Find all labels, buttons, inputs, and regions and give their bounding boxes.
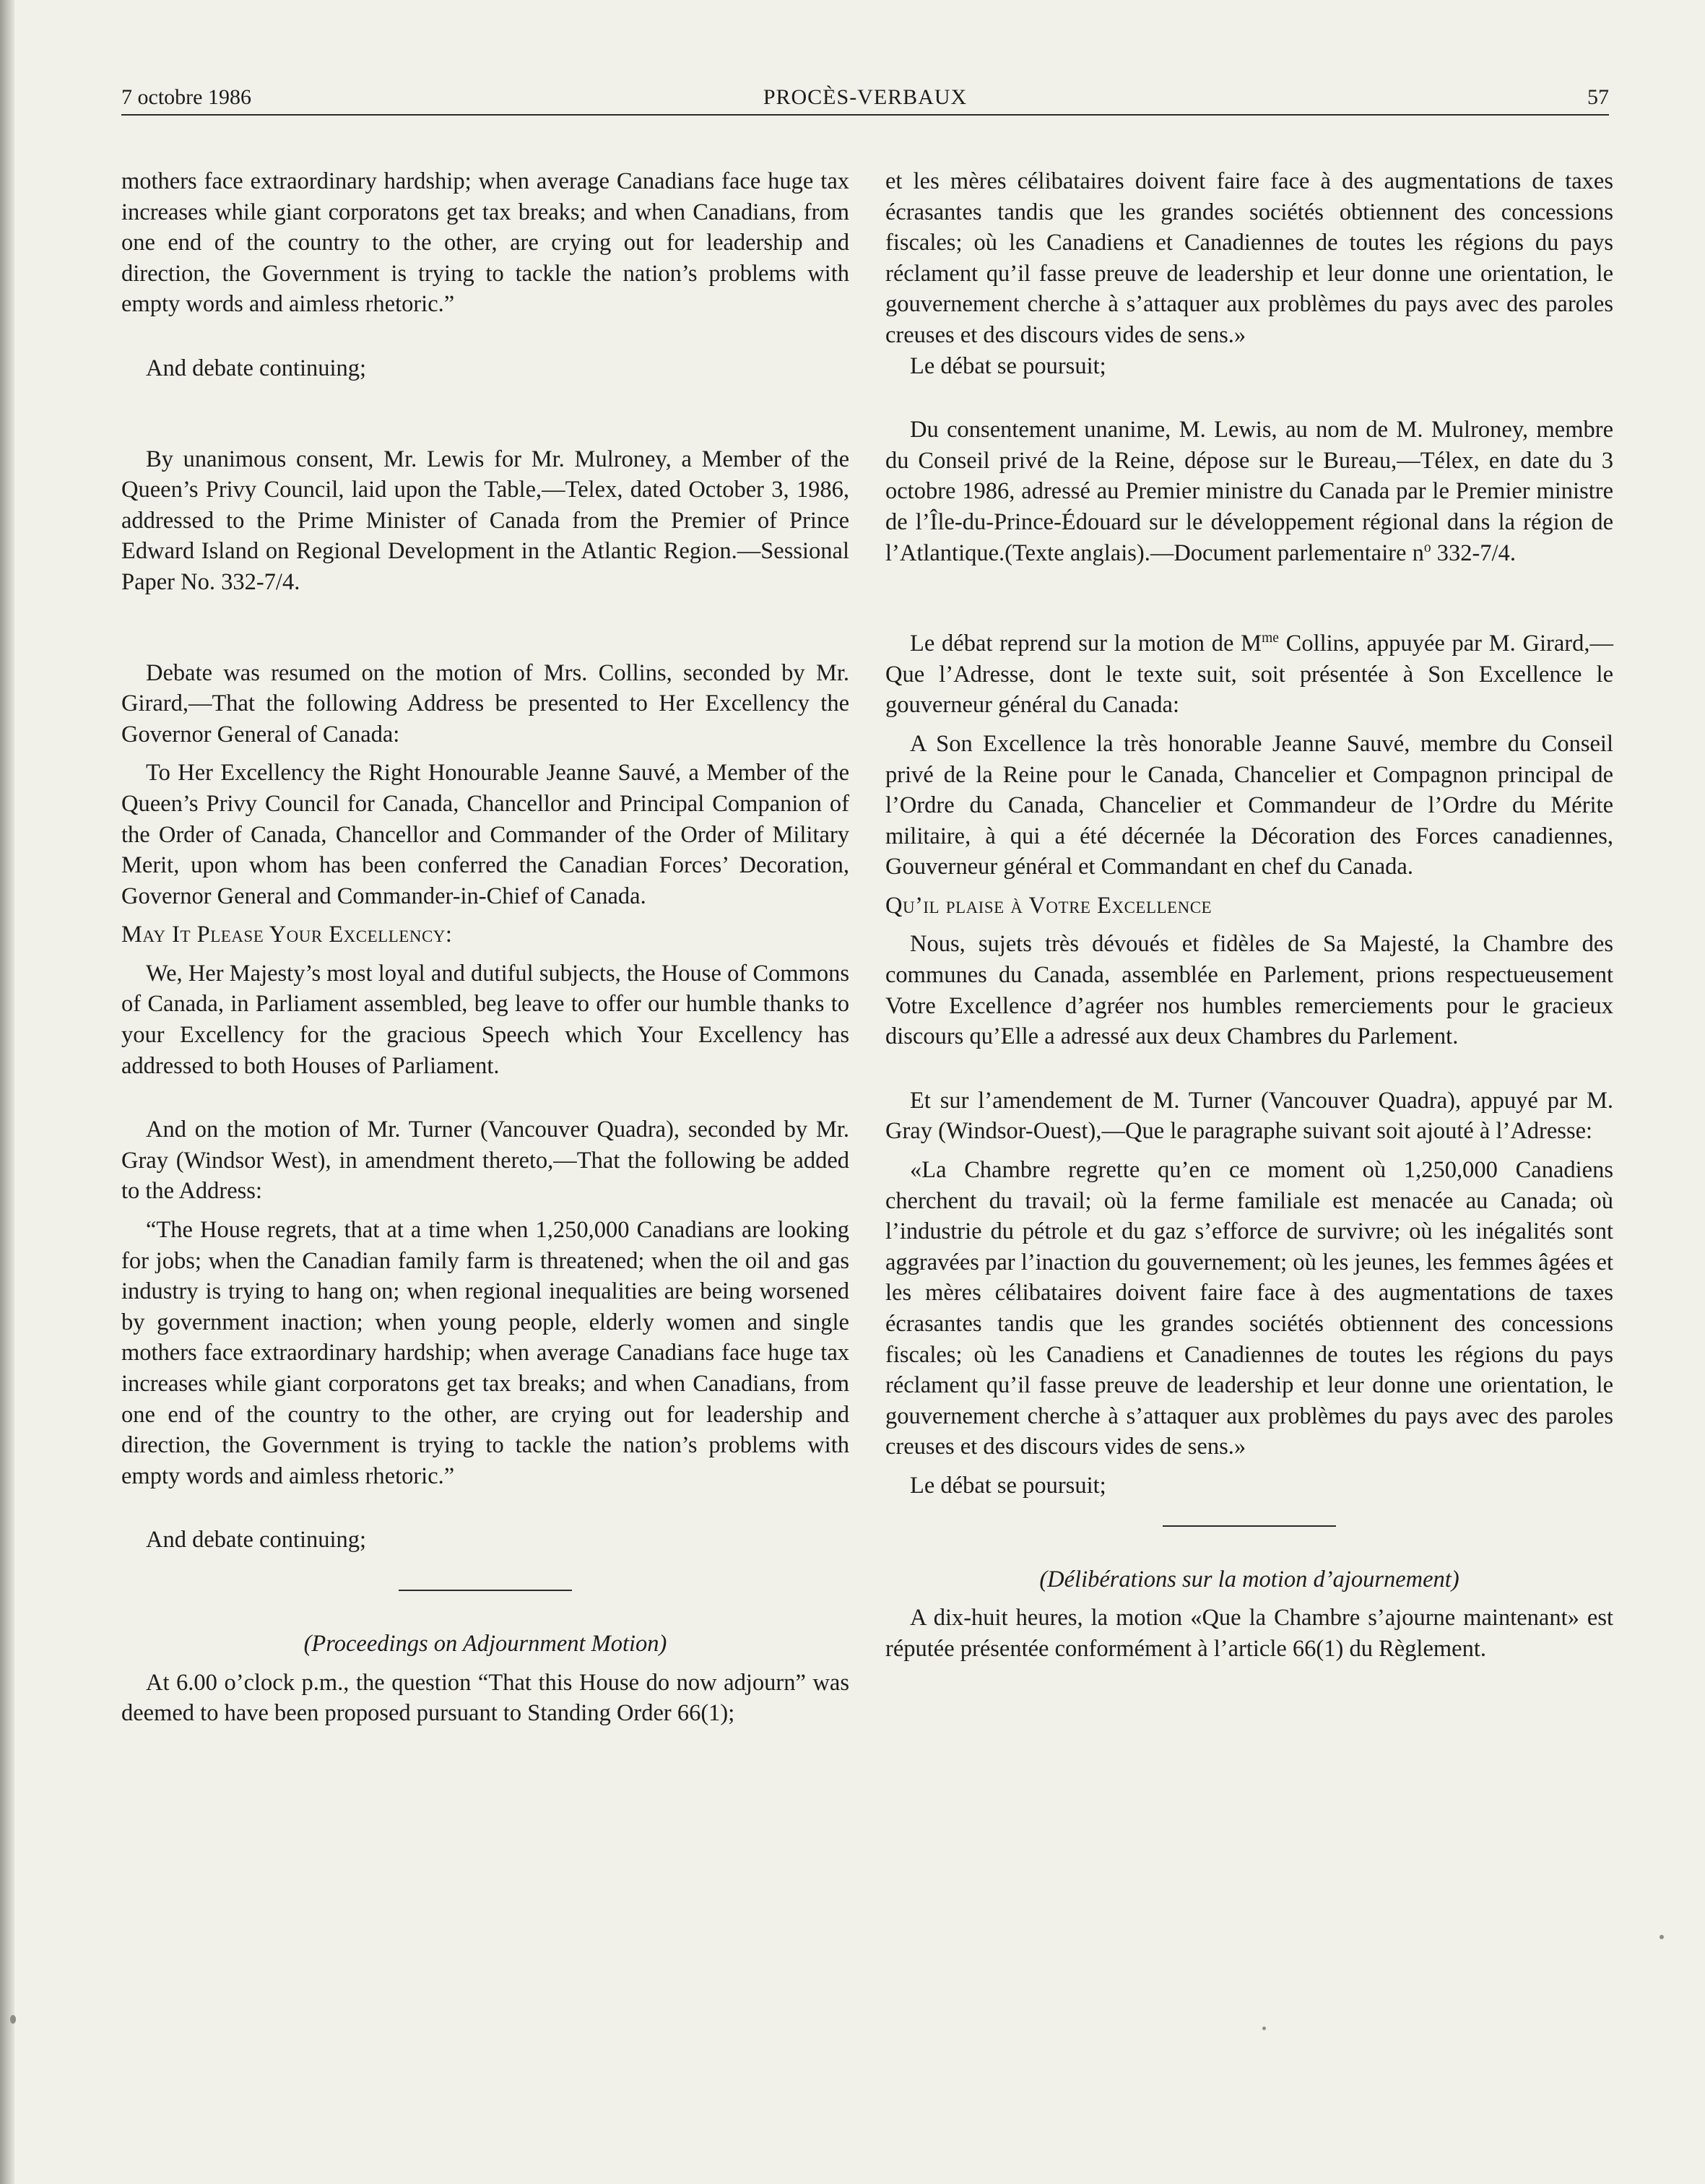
en-paragraph-address-body: We, Her Majesty’s most loyal and dutiful subjects, the House of Commons of Canada, in Parliament assembled, beg leave to offer our humble thanks to your Excellency for the gracious Speech which Your Excellency has addressed to both Houses of Parliament. [121,960,849,1079]
en-paragraph-address-salutation: To Her Excellency the Right Honourable Jeanne Sauvé, a Member of the Queen’s Privy Council for Canada, Chancellor and Principal Companion of the Order of Canada, Chancellor and Commander of the Order of Military Merit, upon whom has been conferred the Canadian Forces’ Decoration, Governor General and Commander-in-Chief of Canada. [121,760,849,909]
fr-heading-adjournment: (Délibérations sur la motion d’ajournement) [1039,1566,1459,1592]
scan-speck [1660,1935,1664,1939]
french-column [885,166,1613,1664]
fr-tabled-text: Du consentement unanime, M. Lewis, au nom de M. Mulroney, membre du Conseil privé de la Reine, dépose sur le Bureau,—Télex, en date du 3 octobre 1986, adressé au Premier ministre du Canada par le Premier ministre de l’Île-du-Prince-Édouard sur le développement régional dans la région de l’Atlantique.(Texte anglais).—Document parlementaire n [885,417,1613,566]
fr-resumed-text-b: Collins, appuyée par M. Girard,—Que l’Adresse, dont le texte suit, soit présentée à Son Excellence le gouverneur général du Canada: [885,630,1613,719]
en-paragraph-amendment-text: “The House regrets, that at a time when 1,250,000 Canadians are looking for jobs; when the Canadian family farm is threatened; when the oil and gas industry is trying to hang on; when regional inequalities are being worsened by government inaction; when young people, elderly women and single mothers face extraordinary hardship; when average Canadians face huge tax increases while giant corporatons get tax breaks; and when Canadians, from one end of the country to the other, are crying out for leadership and direction, the Government is trying to tackle the nation’s problems with empty words and aimless rhetoric.” [121,1217,849,1489]
en-paragraph-debate-continuing: And debate continuing; [146,355,367,381]
fr-paragraph-continued-amendment: et les mères célibataires doivent faire face à des augmentations de taxes écrasantes tandis que les grandes sociétés obtiennent des concessions fiscales; où les Canadiens et Canadiennes de toutes les régions du pays réclament qu’il fasse preuve de leadership et leur donne une orientation, le gouvernement cherche à s’attaquer aux problèmes du pays avec des paroles creuses et des discours vides de sens.» [885,168,1613,348]
fr-section-divider [1163,1525,1336,1527]
en-paragraph-debate-resumed: Debate was resumed on the motion of Mrs. Collins, seconded by Mr. Girard,—That the following Address be presented to Her Excellency the Governor General of Canada: [121,659,849,748]
fr-paragraph-amendment-text: «La Chambre regrette qu’en ce moment où 1,250,000 Canadiens cherchent du travail; où la ferme familiale est menacée au Canada; où l’industrie du pétrole et du gaz s’efforce de survivre; où les inégalités sont aggravées par l’inaction du gouvernement; où les jeunes, les femmes âgées et les mères célibataires doivent faire face à des augmentations de taxes écrasantes tandis que les grandes sociétés obtiennent des concessions fiscales; où les Canadiens et Canadiennes de toutes les régions du pays réclament qu’il fasse preuve de leadership et leur donne une orientation, le gouvernement cherche à s’attaquer aux problèmes du pays avec des paroles creuses et des discours vides de sens.» [885,1157,1613,1460]
page-header [121,79,1609,116]
page-binding-edge [0,0,14,2184]
fr-paragraph-amendment-motion: Et sur l’amendement de M. Turner (Vancouver Quadra), appuyé par M. Gray (Windsor-Ouest),—Que le paragraphe suivant soit ajouté à l’Adresse: [885,1087,1613,1145]
fr-paragraph-adjournment: A dix-huit heures, la motion «Que la Chambre s’ajourne maintenant» est réputée présentée conformément à l’article 66(1) du Règlement. [885,1605,1613,1662]
fr-paragraph-address-salutation: A Son Excellence la très honorable Jeanne Sauvé, membre du Conseil privé de la Reine pour le Canada, Chancelier et Compagnon principal de l’Ordre du Canada, Chancelier et Commandeur de l’Ordre du Mérite militaire, à qui a été décernée la Décoration des Forces canadiennes, Gouverneur général et Commandant en chef du Canada. [885,730,1613,880]
header-title: PROCÈS-VERBAUX [763,85,968,109]
fr-heading-qu-il-plaise: Qu’il plaise à Votre Excellence [885,892,1212,919]
en-heading-may-it-please: May It Please Your Excellency: [121,922,453,948]
fr-paragraph-address-body: Nous, sujets très dévoués et fidèles de Sa Majesté, la Chambre des communes du Canada, assemblée en Parlement, prions respectueusement Votre Excellence d’agréer nos humbles remerciements pour le gracieux discours qu’Elle a adressé aux deux Chambres du Parlement. [885,931,1613,1050]
fr-paragraph-tabled-document [885,415,1613,568]
english-column [121,166,849,1729]
fr-tabled-end: 332-7/4. [1431,540,1516,566]
en-paragraph-adjournment: At 6.00 o’clock p.m., the question “That this House do now adjourn” was deemed to have been proposed pursuant to Standing Order 66(1); [121,1669,849,1727]
en-paragraph-continued-amendment: mothers face extraordinary hardship; when average Canadians face huge tax increases while giant corporatons get tax breaks; and when Canadians, from one end of the country to the other, are crying out for leadership and direction, the Government is trying to tackle the nation’s problems with empty words and aimless rhetoric.” [121,168,849,318]
fr-resumed-superscript: me [1262,630,1279,646]
fr-paragraph-debate-continuing-2: Le débat se poursuit; [910,1472,1106,1499]
scan-speck [10,2015,16,2024]
en-paragraph-amendment-motion: And on the motion of Mr. Turner (Vancouver Quadra), seconded by Mr. Gray (Windsor West), in amendment thereto,—That the following be added to the Address: [121,1117,849,1205]
en-heading-adjournment: (Proceedings on Adjournment Motion) [303,1630,667,1657]
scan-speck [1262,2027,1266,2030]
en-paragraph-debate-continuing-2: And debate continuing; [146,1527,367,1554]
fr-paragraph-debate-continuing: Le débat se poursuit; [910,352,1106,379]
header-date: 7 octobre 1986 [121,85,251,109]
header-page-number: 57 [1587,85,1609,109]
fr-paragraph-debate-resumed [885,628,1613,721]
en-paragraph-tabled-document: By unanimous consent, Mr. Lewis for Mr. Mulroney, a Member of the Queen’s Privy Council, laid upon the Table,—Telex, dated October 3, 1986, addressed to the Prime Minister of Canada from the Premier of Prince Edward Island on Regional Development in the Atlantic Region.—Sessional Paper No. 332-7/4. [121,446,849,595]
fr-resumed-text-a: Le débat reprend sur la motion de M [910,630,1262,657]
en-section-divider [399,1590,572,1591]
fr-tabled-superscript: o [1423,540,1431,555]
